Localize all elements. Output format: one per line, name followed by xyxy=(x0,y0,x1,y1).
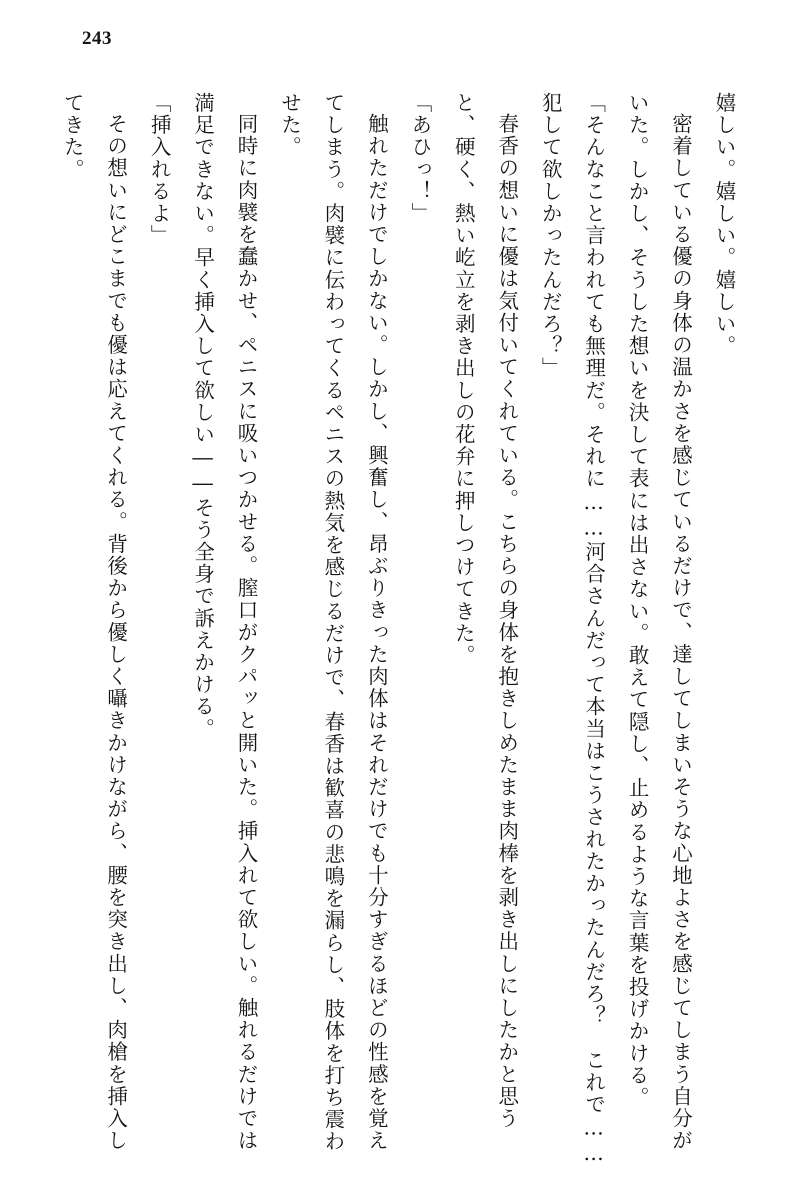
paragraph-dialogue: 「挿入れるよ」 xyxy=(147,92,172,247)
paragraph: 春香の想いに優は気付いてくれている。こちらの身体を抱きしめたまま肉棒を剥き出しにしたかと思うと、硬く、熱い屹立を剥き出しの花弁に押しつけてきた。 xyxy=(451,92,519,1130)
paragraph: その想いにどこまでも優は応えてくれる。背後から優しく囁きかけながら、腰を突き出し、肉槍を挿入してきた。 xyxy=(60,92,128,1152)
paragraph: 嬉しい。嬉しい。嬉しい。 xyxy=(712,92,736,358)
paragraph-dialogue: 「そんなこと言われても無理だ。それに……河合さんだって本当はこうされたかったんだろ？ これで……犯して欲しかったんだろ？」 xyxy=(538,92,606,1167)
page-body-text xyxy=(55,92,745,1170)
paragraph-dialogue: 「あひっ！」 xyxy=(407,92,432,225)
paragraph: 同時に肉襞を蠢かせ、ペニスに吸いつかせる。膣口がクパッと開いた。挿入れて欲しい。触れるだけでは満足できない。早く挿入して欲しい――そう全身で訴えかける。 xyxy=(190,92,259,1152)
page-number: 243 xyxy=(82,28,112,49)
paragraph: 触れただけでしかない。しかし、興奮し、昂ぶりきった肉体はそれだけでも十分すぎるほどの性感を覚えてしまう。肉襞に伝わってくるペニスの熱気を感じるだけで、春香は歓喜の悲鳴を漏らし、肢体を打ち震わせた。 xyxy=(277,92,389,1153)
paragraph: 密着している優の身体の温かさを感じているだけで、達してしまいそうな心地よさを感じてしまう自分がいた。しかし、そうした想いを決して表には出さない。敢えて隠し、止めるような言葉を投げかける。 xyxy=(625,92,693,1152)
